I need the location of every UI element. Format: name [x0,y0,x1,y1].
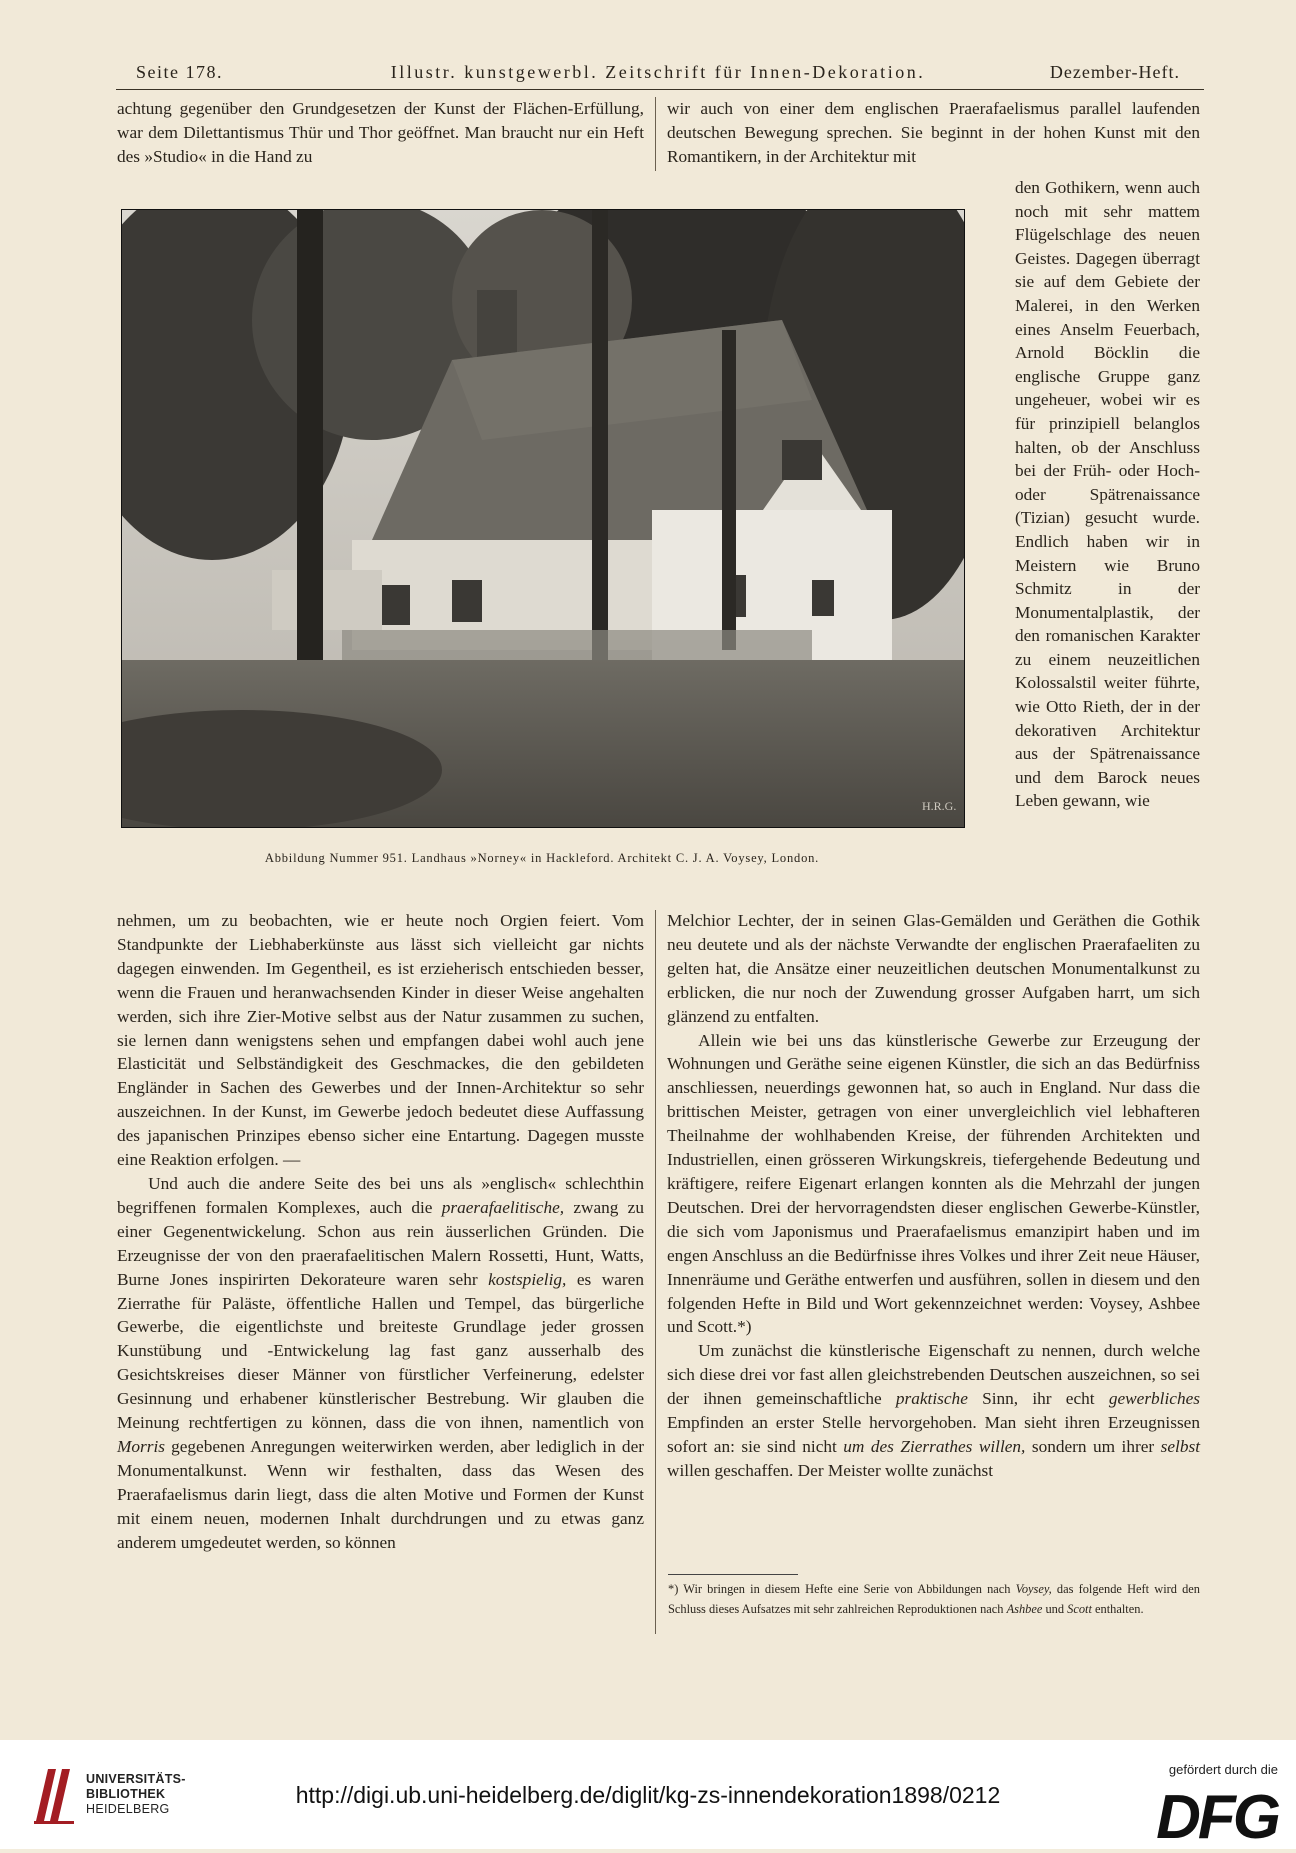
paragraph: Und auch die andere Seite des bei uns als »englisch« schlechthin begriffenen formalen Komplexes, auch die praerafaelitische, zwang zu einer Gegenentwickelung. Schon aus rein äusserlichen Gründen. Die Erzeugnisse der von den praerafaelitischen Malern Rossetti, Hunt, Watts, Burne Jones inspirirten Dekorateure waren sehr kostspielig, es waren Zierrathe für Paläste, öffentliche Hallen und Tempel, das bürgerliche Gewerbe, die eigentlichste und breiteste Grundlage jeder grossen Kunstübung und -Entwickelung lag fast ganz ausserhalb des Gesichtskreises dieser Männer von fürstlicher Verfeinerung, edelster Gesinnung und erhabener künstlerischer Bestrebung. Wir glauben die Meinung rechtfertigen zu können, dass die von ihnen, namentlich von Morris gegebenen Anregungen weiterwirken werden, aber lediglich in der Monumentalkunst. Wenn wir festhalten, dass das Wesen des Praerafaelismus darin liegt, dass die alten Motive und Formen der Kunst mit einem neuen, modernen Inhalt durchdrungen und zu etwas ganz anderem umgedeutet werden, so können [117,1173,644,1552]
italic-term: um des Zierrathes willen, [843,1436,1026,1456]
page-number: Seite 178. [136,62,223,82]
footnote-rule [668,1574,798,1575]
photo-monogram: H.R.G. [922,799,957,813]
figure-caption: Abbildung Nummer 951. Landhaus »Norney« in Hackleford. Architekt C. J. A. Voysey, London. [264,851,820,865]
column-divider [655,910,656,1634]
footnote: *) Wir bringen in diesem Hefte eine Serie von Abbildungen nach Voysey, das folgende Heft wird den Schluss dieses Aufsatzes mit sehr zahlreichen Reproduktionen nach Ashbee und Scott enthalten. [668,1582,1200,1616]
side-column-text [1015,176,1200,813]
top-left-text [117,97,644,169]
right-column-text [667,909,1200,1483]
photo-illustration [122,210,964,827]
paragraph: Allein wie bei uns das künstlerische Gewerbe zur Erzeugung der Wohnungen und Geräthe seine eigenen Künstler, die sich an das Bedürfniss anschliessen, neuerdings gewonnen hat, so auch in England. Nur dass die brittischen Meister, getragen von einer unvergleichlich viel lebhafteren Theilnahme der wohlhabenden Kreise, der führenden Architekten und Industriellen, einen grösseren Wirkungskreis, tiefergehende Bedeutung und kräftigere, reifere Eigenart erlangen konnten als die Mehrzahl der jungen Deutschen. Drei der hervorragendsten dieser englischen Gewerbe-Künstler, die sich vom Japonismus und Praerafaelismus emanzipirt haben und im engen Anschluss an die Bedürfnisse ihres Volkes und ihrer Zeit neue Häuser, Innenräume und Geräthe entwerfen und ausführen, sollen in diesem und den folgenden Hefte in Bild und Wort gekennzeichnet werden: Voysey, Ashbee und Scott.*) [667,1030,1200,1337]
top-right-text [667,97,1200,169]
dfg-logo: DFG [1156,1783,1278,1852]
italic-term: Morris [117,1436,166,1456]
university-library-name: UNIVERSITÄTS- BIBLIOTHEK HEIDELBERG [86,1772,186,1816]
paragraph: wir auch von einer dem englischen Praerafaelismus parallel laufenden deutschen Bewegung sprechen. Sie beginnt in der hohen Kunst mit den Romantikern, in der Architektur mit [667,99,1200,166]
italic-term: gewerbliches [1108,1389,1200,1409]
running-header [136,62,1180,90]
italic-term: praerafaelitische, [441,1197,565,1217]
italic-term: kostspielig, [488,1269,567,1289]
permalink-url[interactable]: http://digi.ub.uni-heidelberg.de/diglit/kg-zs-innendekoration1898/0212 [295,1782,1001,1808]
paragraph: Um zunächst die künstlerische Eigenschaft zu nennen, durch welche sich diese drei vor fast allen gleichstrebenden Deutschen auszeichnen, so sei der ihnen gemeinschaftliche praktische Sinn, ihr echt gewerbliches Empfinden an erster Stelle hervorgehoben. Man sieht ihren Erzeugnissen sofort an: sie sind nicht um des Zierrathes willen, sondern um ihrer selbst willen geschaffen. Der Meister wollte zunächst [667,1341,1201,1480]
funding-note: gefördert durch die [1168,1762,1278,1777]
issue-label: Dezember-Heft. [1049,62,1180,82]
left-column-text [117,909,644,1554]
paragraph: nehmen, um zu beobachten, wie er heute noch Orgien feiert. Vom Standpunkte der Liebhaberkünste aus lässt sich vielleicht gar nichts dagegen einwenden. Im Gegentheil, es ist erzieherisch entschieden besser, wenn die Frauen und heranwachsenden Kinder in dieser Weise angehalten werden, sich ihre Zier-Motive selbst aus der Natur zusammen zu suchen, sie lernen dann wenigstens sehen und empfangen dabei wohl auch jene Elasticität und Selbständigkeit des Geschmackes, die den gebildeten Engländer in Sachen des Gewerbes und der Innen-Architektur so sehr auszeichnen. In der Kunst, im Gewerbe jedoch bedeutet diese Auffassung des japanischen Prinzipes ebenso sicher eine Entartung. Dagegen musste eine Reaktion erfolgen. — [117,911,644,1170]
house-photograph [121,209,965,828]
paragraph: den Gothikern, wenn auch noch mit sehr mattem Flügelschlage des neuen Geistes. Dagegen überragt sie auf dem Gebiete der Malerei, in den Werken eines Anselm Feuerbach, Arnold Böcklin die englische Gruppe ganz ungeheuer, wobei wir es für prinzipiell belanglos halten, ob der Anschluss bei der Früh- oder Hoch- oder Spätrenaissance (Tizian) gesucht wurde. Endlich haben wir in Meistern wie Bruno Schmitz in der Monumentalplastik, der den romanischen Karakter zu einem neuzeitlichen Kolossalstil weiter führte, wie Otto Rieth, der in der dekorativen Architektur aus der Spätrenaissance und dem Barock neues Leben gewann, wie [1015,178,1200,811]
paragraph: Melchior Lechter, der in seinen Glas-Gemälden und Geräthen die Gothik neu deutete und als der nächste Verwandte der englischen Praerafaeliten zu gelten hat, die Ansätze einer neuzeitlichen deutschen Monumentalkunst zu erblicken, die nur noch der Zuwendung grosser Aufgaben harrt, um sich glänzend zu entfalten. [667,911,1200,1026]
header-rule [116,89,1204,90]
column-divider [655,97,656,171]
italic-term: praktische [895,1389,968,1409]
paragraph: achtung gegenüber den Grundgesetzen der Kunst der Flächen-Erfüllung, war dem Dilettantismus Thür und Thor geöffnet. Man braucht nur ein Heft des »Studio« in die Hand zu [117,99,644,166]
journal-title: Illustr. kunstgewerbl. Zeitschrift für Innen-Dekoration. [390,62,926,82]
italic-term: selbst [1160,1436,1201,1456]
